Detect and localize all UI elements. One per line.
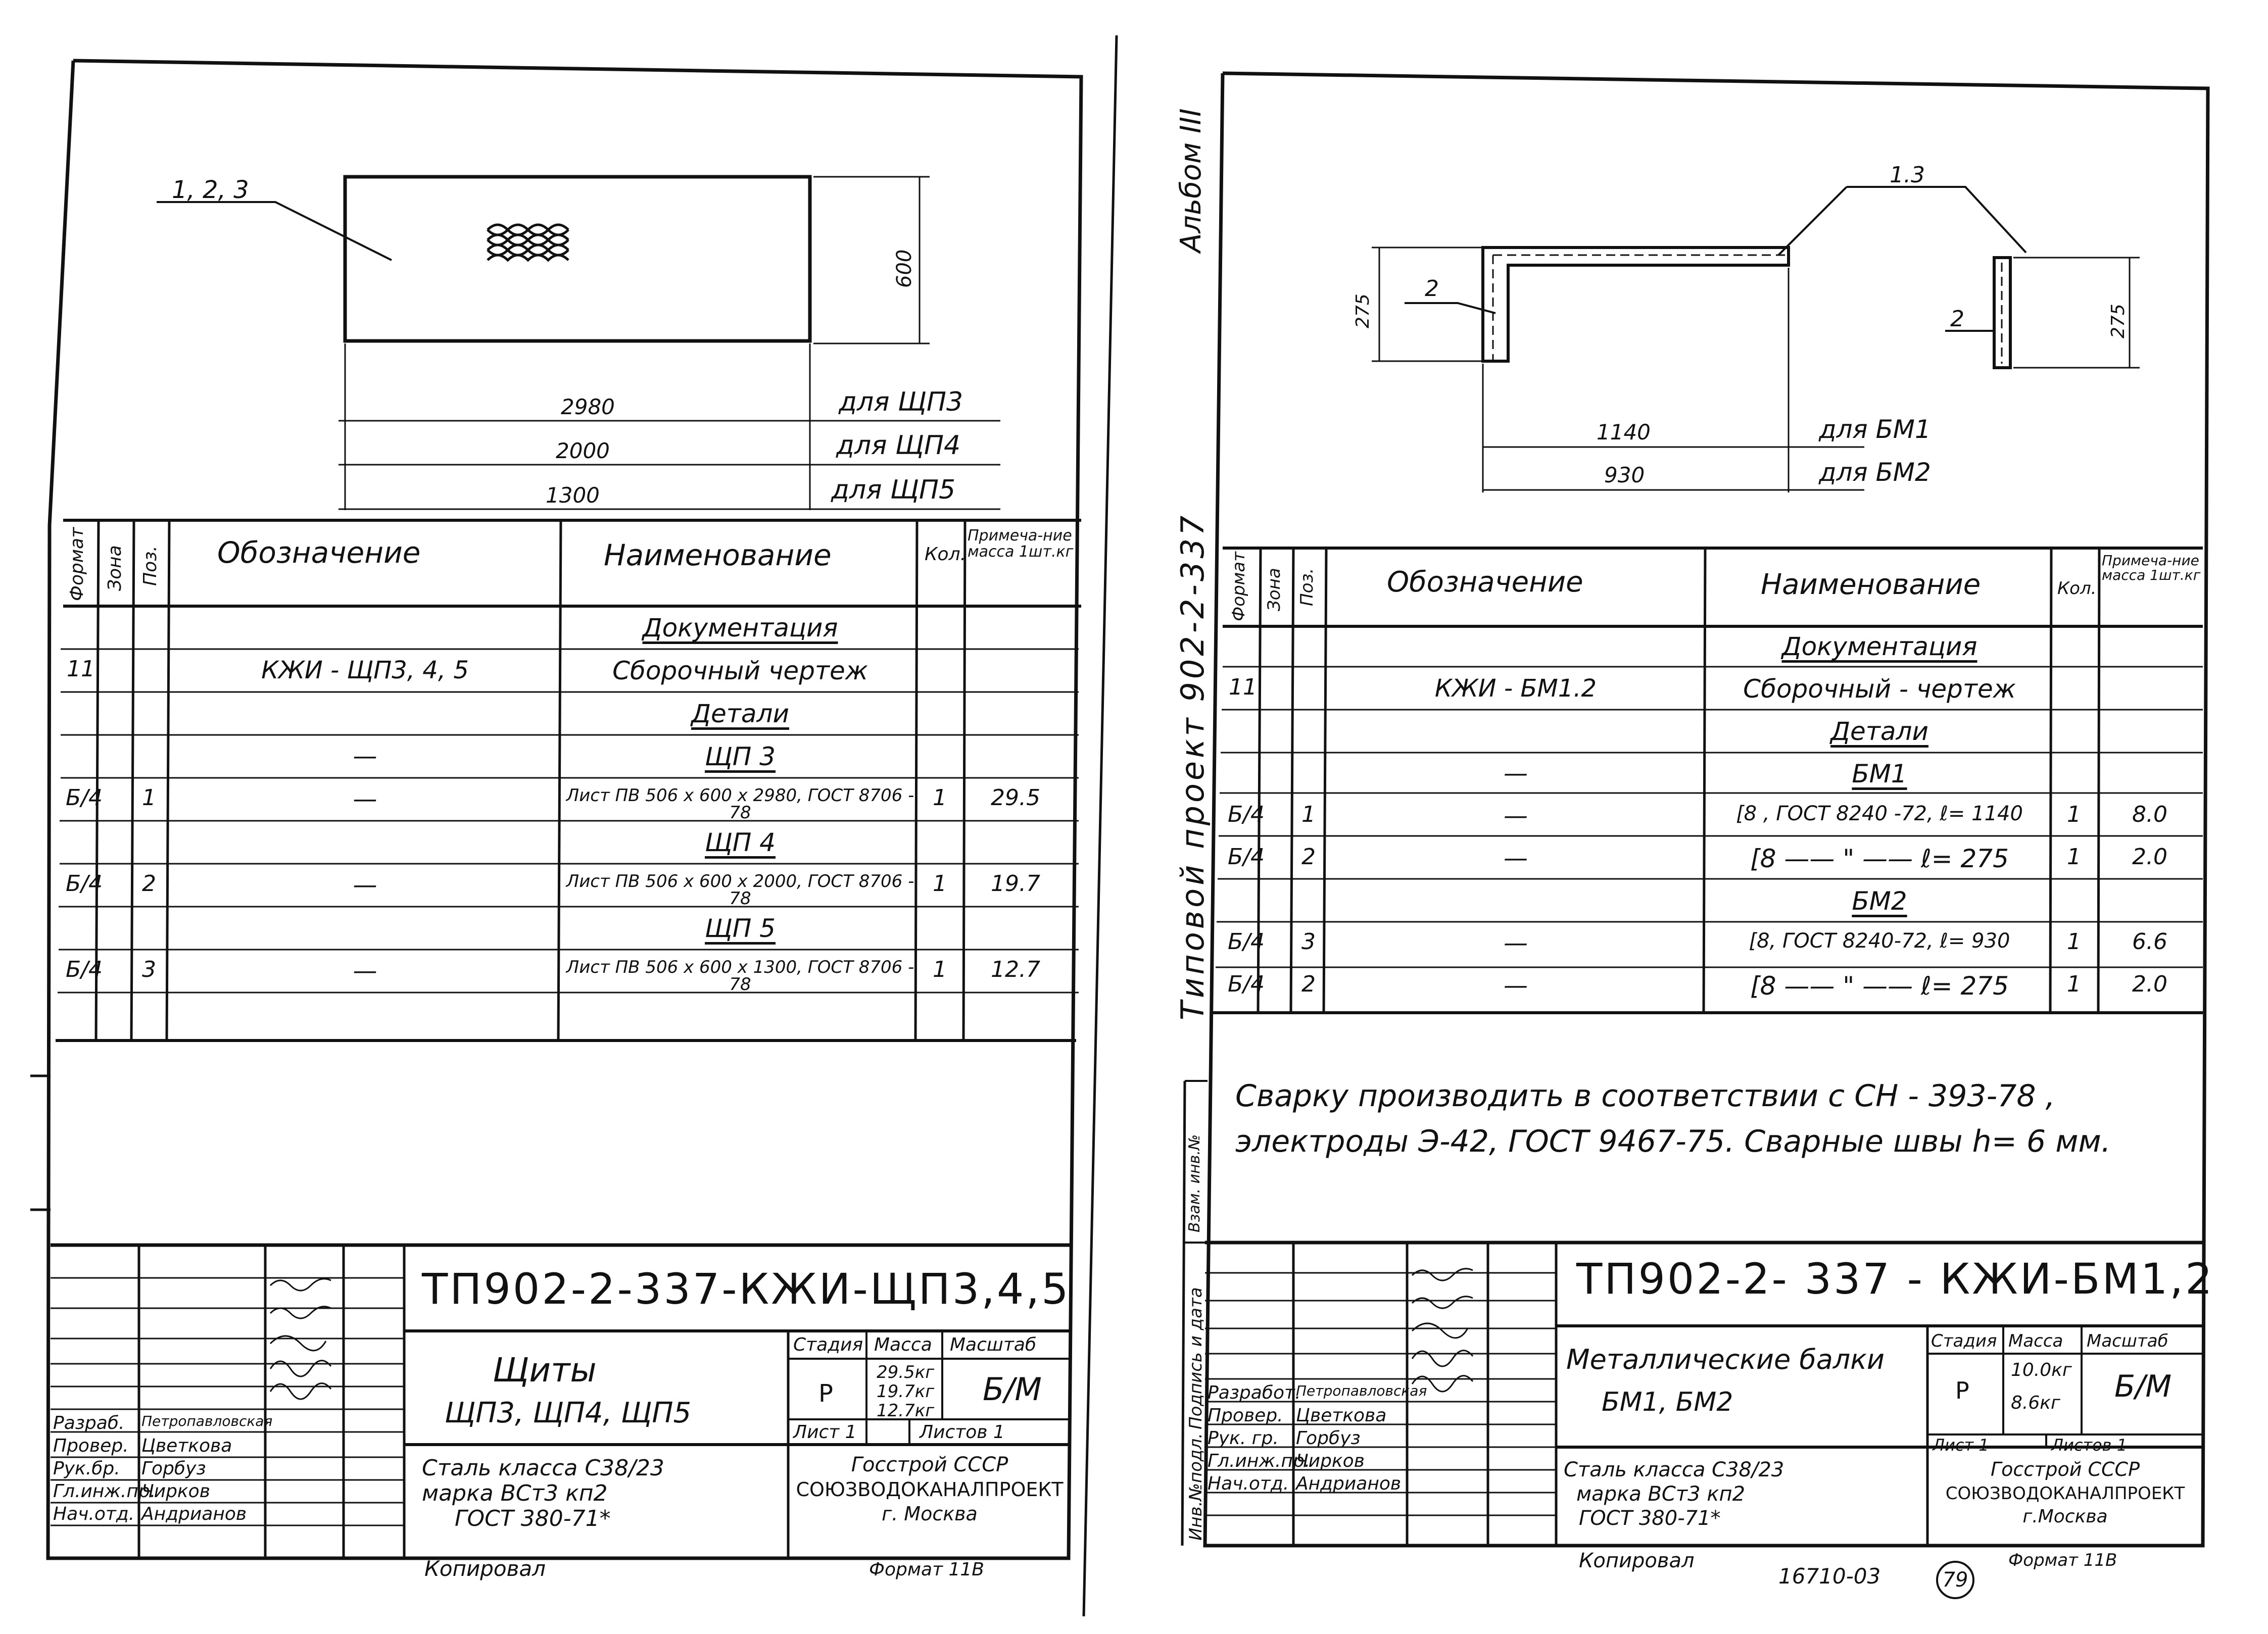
spec-mass: 29.5: [991, 785, 1040, 811]
side-label-replaced: Взам. инв.№: [1186, 1134, 1203, 1232]
spec-pos: 1: [1301, 802, 1316, 827]
spec-name: Лист ПВ 506 х 600 х 1300, ГОСТ 8706 - 78: [566, 957, 914, 995]
dim-label: для БМ1: [1819, 415, 1931, 444]
spec-qty: 1: [2067, 802, 2081, 827]
spec-qty: 1: [933, 785, 947, 811]
dim-value: 1140: [1597, 420, 1651, 444]
dim-label: для ЩП5: [831, 475, 956, 505]
part-callout: 2: [1950, 306, 1964, 332]
org-line: Госстрой СССР: [851, 1453, 1008, 1476]
spec-pos: 3: [142, 957, 156, 982]
copied-label: Копировал: [424, 1556, 546, 1581]
spec-format: Б/4: [1228, 844, 1265, 870]
spec-format: Б/4: [1228, 929, 1265, 955]
spec-name: [8, ГОСТ 8240-72, ℓ= 930: [1749, 929, 2010, 953]
dim-label: для БМ2: [1819, 458, 1931, 487]
spec-name: [8 , ГОСТ 8240 -72, ℓ= 1140: [1736, 802, 2023, 825]
org-line: Госстрой СССР: [1990, 1458, 2140, 1480]
spec-mass: 8.0: [2132, 802, 2167, 827]
spec-designation: —: [1504, 971, 1528, 1000]
col-name-header: Наименование: [604, 538, 832, 572]
stamp-name: Горбуз: [141, 1458, 206, 1479]
part-callout: 1, 2, 3: [172, 176, 249, 204]
spec-format: Б/4: [66, 785, 103, 811]
stamp-role: Провер.: [1208, 1405, 1283, 1426]
col-qty-header: Кол.: [2057, 578, 2097, 599]
stamp-role: Рук.бр.: [53, 1458, 120, 1479]
mass-value: 19.7кг: [877, 1381, 935, 1402]
welding-note: Сварку производить в соответствии с СН - 393-78 ,: [1235, 1078, 2055, 1114]
copied-label: Копировал: [1579, 1549, 1695, 1572]
material-line: марка ВСт3 кп2: [422, 1480, 608, 1506]
part-callout: 1.3: [1890, 162, 1925, 188]
format-label: Формат 11В: [869, 1559, 985, 1580]
scale-value: Б/М: [983, 1371, 1042, 1408]
spec-name: Лист ПВ 506 х 600 х 2980, ГОСТ 8706 - 78: [566, 785, 914, 823]
org-line: г. Москва: [882, 1503, 978, 1525]
spec-designation: —: [353, 785, 377, 813]
spec-designation: —: [353, 871, 377, 899]
stamp-name: Андрианов: [1296, 1473, 1402, 1494]
spec-pos: 2: [142, 871, 156, 897]
spec-name: Документация: [1781, 632, 1977, 661]
mass-value: 12.7кг: [877, 1401, 935, 1421]
part-callout: 2: [1425, 276, 1439, 302]
spec-designation: —: [353, 957, 377, 985]
drawing-code: ТП902-2- 337 - КЖИ-БМ1,2: [1576, 1254, 2214, 1304]
spec-format: Б/4: [1228, 802, 1265, 827]
dim-label: для ЩП3: [839, 387, 963, 417]
mass-header: Масса: [874, 1334, 932, 1355]
dim-height-left: 275: [1353, 293, 1373, 328]
side-label-inventory: Инв.№подл.: [1186, 1433, 1206, 1541]
spec-qty: 1: [933, 871, 947, 897]
spec-name: Документация: [642, 613, 838, 642]
spec-format: Б/4: [66, 957, 103, 982]
stamp-role: Разраб.: [53, 1413, 125, 1433]
col-format-header: Формат: [1229, 552, 1249, 621]
dim-value: 1300: [546, 483, 600, 508]
page-number: 79: [1942, 1568, 1968, 1592]
org-line: СОЮЗВОДОКАНАЛПРОЕКТ: [1945, 1483, 2185, 1504]
org-line: СОЮЗВОДОКАНАЛПРОЕКТ: [796, 1478, 1064, 1501]
stamp-name: Чирков: [1296, 1451, 1365, 1471]
col-pos-header: Поз.: [140, 546, 161, 586]
spec-format: 11: [1229, 674, 1257, 700]
format-label: Формат 11В: [2008, 1550, 2117, 1570]
spec-mass: 12.7: [991, 957, 1040, 982]
mass-value: 29.5кг: [877, 1362, 935, 1382]
org-line: г.Москва: [2022, 1506, 2108, 1527]
spec-pos: 2: [1301, 971, 1316, 997]
spec-designation: —: [353, 742, 377, 770]
spec-mass: 19.7: [991, 871, 1040, 897]
spec-pos: 3: [1301, 929, 1316, 955]
spec-designation: —: [1504, 759, 1528, 787]
material-line: Сталь класса С38/23: [422, 1455, 664, 1481]
welding-note: электроды Э-42, ГОСТ 9467-75. Сварные швы h= 6 мм.: [1235, 1124, 2111, 1159]
spec-format: 11: [67, 656, 95, 682]
col-format-header: Формат: [67, 527, 87, 601]
stamp-role: Разработ.: [1208, 1382, 1301, 1403]
material-line: ГОСТ 380-71*: [455, 1506, 611, 1531]
stamp-role: Гл.инж.пр.: [53, 1481, 156, 1502]
spec-format: Б/4: [1228, 971, 1265, 997]
spec-name: БМ1: [1852, 759, 1907, 788]
material-line: ГОСТ 380-71*: [1579, 1507, 1721, 1530]
material-line: марка ВСт3 кп2: [1576, 1482, 1746, 1506]
scale-value: Б/М: [2114, 1369, 2172, 1404]
stamp-name: Цветкова: [141, 1435, 232, 1456]
spec-pos: 2: [1301, 844, 1316, 870]
scale-header: Масштаб: [950, 1334, 1037, 1355]
spec-name: [8 —— " —— ℓ= 275: [1750, 844, 2009, 873]
stamp-name: Петропавловская: [1296, 1382, 1427, 1399]
spec-mass: 6.6: [2132, 929, 2167, 955]
spec-designation: КЖИ - БМ1.2: [1434, 674, 1597, 703]
col-zone-header: Зона: [1264, 568, 1284, 611]
stage-value: Р: [818, 1379, 833, 1408]
stamp-name: Чирков: [141, 1481, 210, 1502]
col-pos-header: Поз.: [1297, 568, 1317, 606]
mass-value: 10.0кг: [2011, 1360, 2072, 1380]
scale-header: Масштаб: [2087, 1331, 2168, 1351]
spec-designation: —: [1504, 802, 1528, 830]
spec-designation: —: [1504, 929, 1528, 957]
side-label-signature: Подпись и дата: [1186, 1287, 1206, 1429]
spec-designation: —: [1504, 844, 1528, 872]
project-label: Типовой проект 902-2-337: [1174, 512, 1211, 1020]
sheet-count: Листов 1: [920, 1422, 1005, 1443]
stamp-role: Провер.: [53, 1435, 129, 1456]
drawing-title: Щиты: [493, 1351, 597, 1390]
dim-value: 2980: [561, 394, 615, 419]
sheet-count: Листов 1: [2051, 1435, 2128, 1455]
album-label: Альбом III: [1175, 108, 1208, 253]
drawing-subtitle: ЩП3, ЩП4, ЩП5: [445, 1397, 692, 1429]
spec-qty: 1: [2067, 844, 2081, 870]
drawing-title: Металлические балки: [1566, 1344, 1885, 1375]
spec-qty: 1: [2067, 971, 2081, 997]
stamp-name: Петропавловская: [141, 1413, 273, 1429]
mass-header: Масса: [2008, 1331, 2063, 1351]
spec-name: Сборочный - чертеж: [1743, 674, 2016, 704]
stage-header: Стадия: [1931, 1331, 1997, 1351]
stamp-name: Горбуз: [1296, 1428, 1361, 1449]
spec-pos: 1: [142, 785, 156, 811]
spec-name: Лист ПВ 506 х 600 х 2000, ГОСТ 8706 - 78: [566, 871, 914, 909]
drawing-subtitle: БМ1, БМ2: [1602, 1387, 1733, 1417]
col-name-header: Наименование: [1761, 568, 1981, 601]
spec-name: ЩП 3: [705, 742, 776, 771]
stamp-role: Нач.отд.: [1208, 1473, 1289, 1494]
spec-mass: 2.0: [2132, 844, 2167, 870]
stamp-name: Цветкова: [1296, 1405, 1387, 1426]
sheet-number: Лист 1: [793, 1422, 857, 1443]
col-designation-header: Обозначение: [217, 535, 421, 570]
spec-qty: 1: [2067, 929, 2081, 955]
dim-height: 600: [893, 249, 916, 288]
stamp-role: Рук. гр.: [1208, 1428, 1279, 1449]
spec-name: [8 —— " —— ℓ= 275: [1750, 971, 2009, 1001]
spec-name: Сборочный чертеж: [612, 656, 868, 685]
spec-format: Б/4: [66, 871, 103, 897]
col-qty-header: Кол.: [925, 544, 967, 565]
dim-label: для ЩП4: [836, 430, 961, 461]
stage-header: Стадия: [793, 1334, 863, 1355]
spec-name: ЩП 4: [705, 828, 776, 857]
spec-name: Детали: [691, 699, 790, 728]
dim-value: 930: [1604, 463, 1645, 487]
stamp-role: Гл.инж.пр.: [1208, 1451, 1311, 1471]
spec-designation: КЖИ - ЩП3, 4, 5: [261, 656, 469, 684]
col-designation-header: Обозначение: [1387, 566, 1583, 599]
spec-qty: 1: [933, 957, 947, 982]
dim-height-right: 275: [2108, 304, 2129, 338]
spec-mass: 2.0: [2132, 971, 2167, 997]
col-note-header: Примеча-ние масса 1шт.кг: [2102, 552, 2201, 584]
sheet-number: Лист 1: [1933, 1435, 1989, 1455]
drawing-code: ТП902-2-337-КЖИ-ЩП3,4,5: [422, 1264, 1071, 1314]
col-note-header: Примеча-ние масса 1шт.кг: [968, 527, 1074, 561]
stamp-name: Андрианов: [141, 1504, 247, 1524]
spec-name: ЩП 5: [705, 914, 776, 943]
inventory-number: 16710-03: [1778, 1564, 1881, 1589]
dim-value: 2000: [556, 438, 610, 463]
mass-value: 8.6кг: [2011, 1393, 2060, 1413]
material-line: Сталь класса С38/23: [1564, 1458, 1784, 1481]
spec-name: БМ2: [1852, 886, 1907, 916]
stage-value: Р: [1955, 1377, 1969, 1404]
stamp-role: Нач.отд.: [53, 1504, 135, 1524]
spec-name: Детали: [1830, 717, 1929, 746]
col-zone-header: Зона: [105, 545, 125, 591]
